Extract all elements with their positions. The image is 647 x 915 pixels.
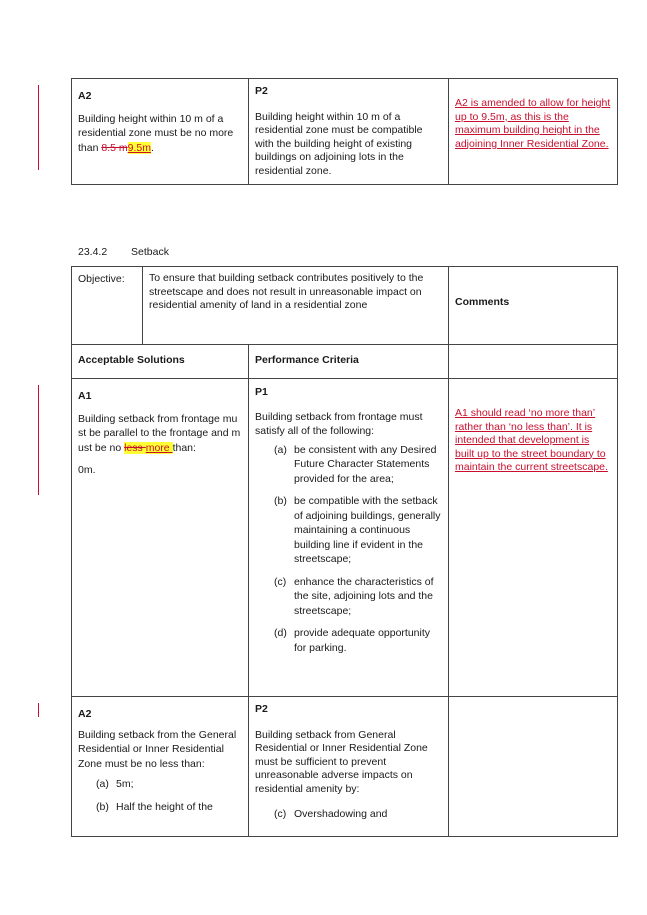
- a2-deleted-text: 8.5 m: [101, 141, 128, 154]
- list-text: be consistent with any Desired Future Character Statements provided for the area;: [294, 443, 437, 485]
- change-bar: [38, 85, 39, 170]
- a1-comment-cell: [449, 379, 618, 697]
- change-bar: [38, 385, 39, 495]
- list-text: be compatible with the setback of adjoining buildings, generally maintaining a continuous building line if evident in the streetscape;: [294, 495, 441, 565]
- comments-label: Comments: [455, 296, 510, 309]
- p1-cell: [249, 379, 449, 697]
- list-marker: (d): [274, 627, 287, 639]
- list-item: [274, 575, 442, 619]
- a1-comment: A1 should read ‘no more than’ rather than ‘no less than’. It is intended that development is built up to the street boundary to maintain the current streetscape.: [455, 407, 608, 473]
- list-marker: (b): [274, 495, 287, 507]
- p2-text: Building height within 10 m of a residential zone must be compatible with the building height of existing buildings on adjoining lots in the residential zone.: [255, 110, 423, 177]
- a2-setback-comment-cell: [449, 697, 618, 837]
- a1-deleted-text: less: [124, 441, 146, 454]
- p1-intro: Building setback from frontage must satisfy all of the following:: [255, 410, 423, 437]
- a1-text: Building setback from frontage must be parallel to the frontage and must be no: [78, 412, 241, 454]
- list-item: [96, 777, 242, 792]
- acceptable-solutions-label: Acceptable Solutions: [78, 354, 185, 366]
- a1-text-end: than:: [172, 441, 196, 454]
- a2-text-end: .: [150, 141, 154, 154]
- list-marker: (a): [274, 443, 287, 456]
- list-item: [274, 494, 442, 567]
- p1-heading: P1: [255, 386, 268, 398]
- a2-heading: A2: [78, 90, 92, 102]
- list-text: Overshadowing and: [294, 808, 388, 820]
- section-number: 23.4.2: [78, 246, 108, 258]
- comments-empty-cell: [449, 345, 618, 379]
- p2-height-cell: [249, 79, 449, 185]
- comments-header-cell: [449, 267, 618, 345]
- a2-setback-list: [78, 777, 242, 814]
- objective-row: [72, 267, 449, 345]
- p2-setback-text: Building setback from General Residential or Inner Residential Zone must be sufficient to prevent unreasonable adverse impacts on residential amenity by:: [255, 728, 428, 795]
- comment-cell: [449, 79, 618, 185]
- p2-setback-heading: P2: [255, 703, 268, 715]
- change-bar: [38, 703, 39, 717]
- a1-value: 0m.: [78, 464, 96, 476]
- section-title: Setback: [131, 246, 169, 258]
- a2-setback-heading: A2: [78, 708, 92, 720]
- setback-table: [71, 266, 618, 837]
- a1-cell: [72, 379, 249, 697]
- performance-criteria-header: [249, 345, 449, 379]
- a1-heading: A1: [78, 390, 92, 402]
- list-text: Half the height of the: [116, 800, 213, 813]
- list-text: 5m;: [116, 778, 134, 790]
- a2-setback-text: Building setback from the General Residential or Inner Residential Zone must be no less than:: [78, 728, 237, 770]
- list-marker: (b): [96, 800, 109, 813]
- p2-setback-list: [255, 808, 442, 822]
- list-item: [274, 626, 442, 655]
- objective-text: To ensure that building setback contributes positively to the streetscape and does not result in unreasonable impact on residential amenity of land in a residential zone: [149, 272, 424, 311]
- objective-label: Objective:: [78, 273, 125, 285]
- p2-heading: P2: [255, 85, 268, 97]
- a2-height-cell: [72, 79, 249, 185]
- a2-comment: A2 is amended to allow for height up to 9.5m, as this is the maximum building height in the adjoining Inner Residential Zone.: [455, 97, 611, 150]
- height-table: [71, 78, 618, 185]
- a1-inserted-text: more: [145, 441, 173, 454]
- performance-criteria-label: Performance Criteria: [255, 354, 359, 366]
- a2-setback-cell: [72, 697, 249, 837]
- list-text: enhance the characteristics of the site, adjoining lots and the streetscape;: [294, 575, 434, 617]
- list-item: [274, 443, 442, 487]
- section-heading: [78, 246, 169, 258]
- list-marker: (c): [274, 808, 287, 820]
- a2-inserted-text: 9.5m: [127, 141, 151, 154]
- acceptable-solutions-header: [72, 345, 249, 379]
- list-text: provide adequate opportunity for parking.: [294, 627, 431, 654]
- objective-text-cell: [143, 267, 449, 344]
- list-marker: (a): [96, 778, 109, 790]
- objective-label-cell: [72, 267, 143, 344]
- a2-text: Building height within 10 m of a residential zone must be no more than: [78, 112, 234, 154]
- list-item: [274, 808, 442, 822]
- p2-setback-cell: [249, 697, 449, 837]
- list-marker: (c): [274, 575, 287, 588]
- list-item: [96, 800, 242, 815]
- p1-list: [255, 443, 442, 656]
